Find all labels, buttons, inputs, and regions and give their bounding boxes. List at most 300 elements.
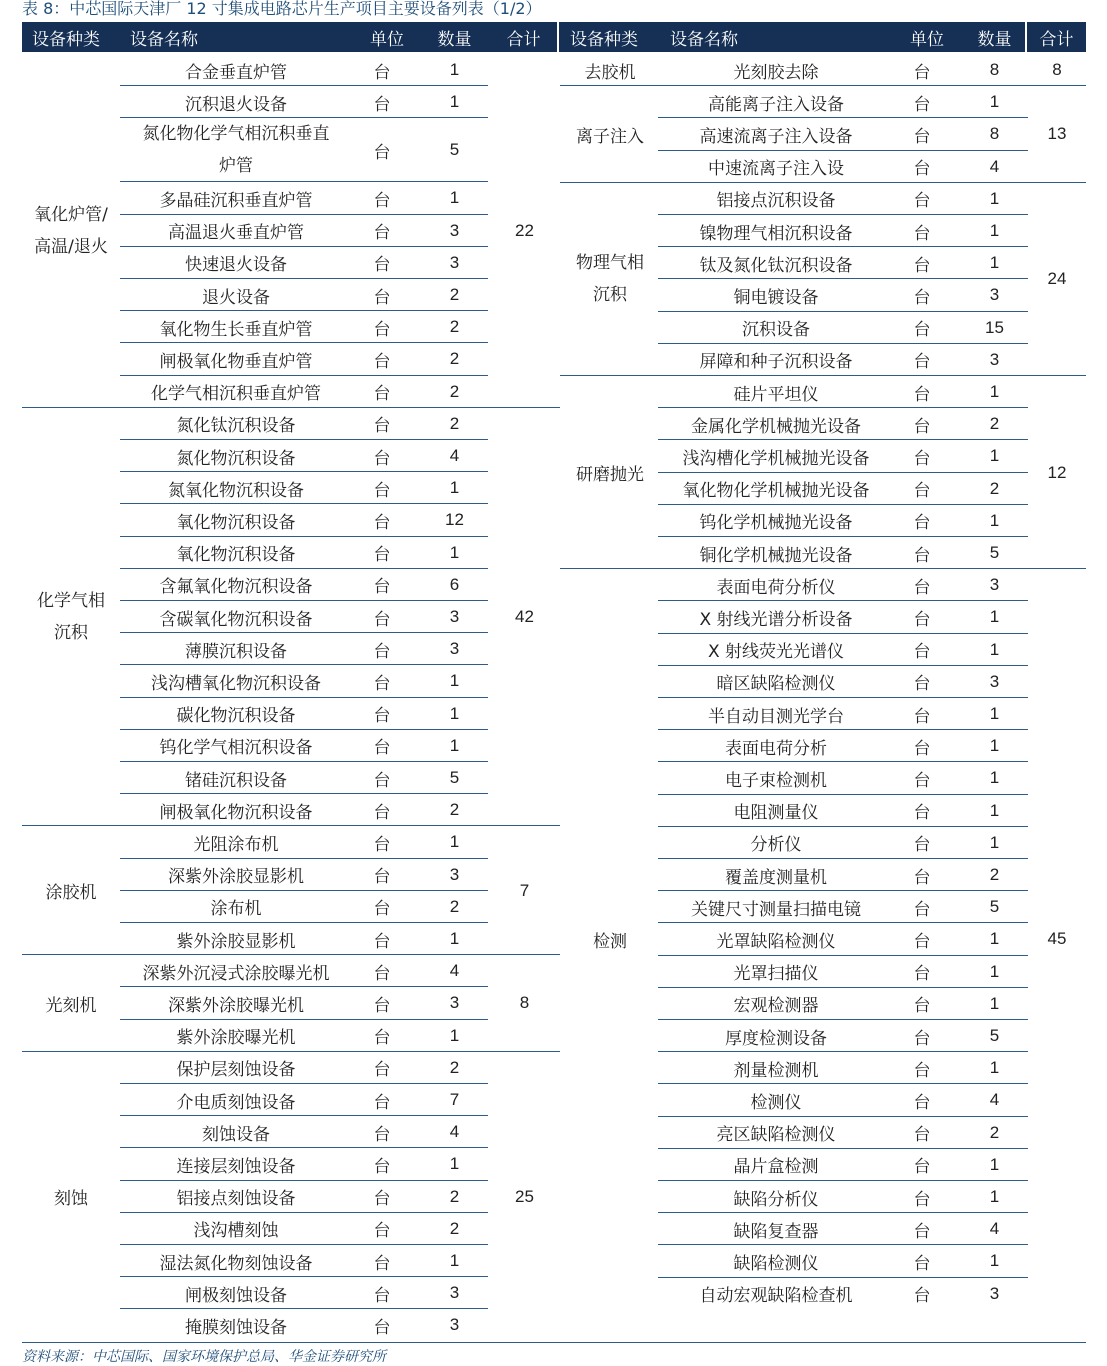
unit-cell	[352, 665, 412, 697]
quantity-cell	[962, 247, 1027, 279]
equipment-name-text: 光阻涂布机	[193, 834, 279, 855]
quantity-cell	[422, 247, 487, 279]
unit-cell	[892, 1149, 952, 1181]
unit-cell-text: 台	[373, 577, 391, 598]
quantity-cell	[962, 408, 1027, 440]
unit-cell-text: 台	[373, 223, 391, 244]
equipment-name-text: 钨化学气相沉积设备	[159, 738, 313, 759]
equipment-name-text: 湿法氮化物刻蚀设备	[159, 1253, 313, 1274]
total-cell	[492, 826, 557, 955]
equipment-name	[120, 1309, 352, 1341]
quantity-cell	[422, 698, 487, 730]
unit-cell-text: 台	[373, 62, 391, 83]
equipment-name-text: 电子束检测机	[725, 770, 827, 791]
unit-cell-text: 台	[373, 480, 391, 501]
quantity-cell	[962, 1020, 1027, 1052]
quantity-cell-text: 1	[989, 639, 1000, 659]
unit-cell-text: 台	[373, 706, 391, 727]
equipment-name-text: 紫外涂胶显影机	[176, 931, 296, 952]
equipment-name	[660, 666, 892, 698]
quantity-cell-text: 1	[989, 704, 1000, 724]
unit-cell-text: 台	[373, 1221, 391, 1242]
total-cell-text: 24	[1047, 269, 1067, 289]
unit-cell	[352, 794, 412, 826]
unit-cell-text: 台	[373, 1317, 391, 1338]
quantity-cell	[422, 54, 487, 86]
quantity-cell	[422, 987, 487, 1019]
equipment-name-text: 闸极刻蚀设备	[185, 1285, 287, 1306]
unit-cell	[352, 376, 412, 408]
unit-cell	[352, 1309, 412, 1341]
unit-cell	[352, 279, 412, 311]
equipment-name	[120, 794, 352, 826]
quantity-cell	[422, 955, 487, 987]
header-cell: 合计	[487, 22, 560, 52]
unit-cell-text: 台	[373, 1189, 391, 1210]
quantity-cell	[422, 762, 487, 794]
equipment-name	[120, 987, 352, 1019]
total-cell	[1028, 569, 1086, 1310]
equipment-name	[660, 1052, 892, 1084]
quantity-cell-text: 1	[449, 671, 460, 691]
equipment-name-text: 铜电镀设备	[733, 287, 819, 308]
unit-cell-text: 台	[373, 1124, 391, 1145]
equipment-name-text: 铝接点沉积设备	[716, 191, 836, 212]
equipment-name	[120, 215, 352, 247]
quantity-cell-text: 1	[449, 832, 460, 852]
unit-cell	[352, 247, 412, 279]
unit-cell-text: 台	[913, 481, 931, 502]
quantity-cell-text: 2	[989, 478, 1000, 498]
equipment-name-text: 含碳氧化物沉积设备	[159, 609, 313, 630]
unit-cell-text: 台	[373, 351, 391, 372]
unit-cell	[352, 504, 412, 536]
equipment-name-text: 硅片平坦仪	[733, 384, 819, 405]
category-cell	[560, 183, 660, 376]
equipment-name-text: 氧化物沉积设备	[176, 512, 296, 533]
quantity-cell	[962, 54, 1027, 86]
quantity-cell-text: 1	[989, 253, 1000, 273]
equipment-name	[660, 891, 892, 923]
category-cell	[22, 826, 120, 955]
unit-cell	[892, 537, 952, 569]
equipment-name-text: 亮区缺陷检测仪	[716, 1125, 836, 1146]
equipment-name-text: 退火设备	[202, 287, 270, 308]
quantity-cell	[962, 698, 1027, 730]
unit-cell	[892, 279, 952, 311]
unit-cell	[352, 730, 412, 762]
equipment-name	[120, 440, 352, 472]
unit-cell-text: 台	[373, 384, 391, 405]
equipment-name	[120, 118, 352, 182]
category-cell-text: 涂胶机	[45, 883, 97, 904]
equipment-name	[120, 1020, 352, 1052]
quantity-cell-text: 1	[989, 1187, 1000, 1207]
quantity-cell	[422, 1277, 487, 1309]
unit-cell-text: 台	[373, 931, 391, 952]
header-cell: 设备种类	[22, 22, 120, 52]
quantity-cell	[422, 826, 487, 858]
quantity-cell	[962, 537, 1027, 569]
quantity-cell-text: 1	[989, 800, 1000, 820]
unit-cell	[352, 182, 412, 214]
quantity-cell-text: 2	[449, 896, 460, 916]
equipment-name	[120, 665, 352, 697]
quantity-cell	[422, 1084, 487, 1116]
unit-cell	[892, 215, 952, 247]
equipment-name-text: 光刻胶去除	[733, 62, 819, 83]
unit-cell-text: 台	[913, 352, 931, 373]
quantity-cell	[962, 1052, 1027, 1084]
total-cell-text: 25	[515, 1186, 534, 1206]
total-cell-text: 42	[515, 607, 534, 627]
table-title: 表 8：中芯国际天津厂 12 寸集成电路芯片生产项目主要设备列表（1/2）	[22, 0, 542, 18]
equipment-name-text: 快速退火设备	[185, 255, 287, 276]
total-cell	[492, 955, 557, 1052]
quantity-cell-text: 4	[989, 1219, 1000, 1239]
unit-cell	[352, 891, 412, 923]
unit-cell-text: 台	[373, 834, 391, 855]
unit-cell-text: 台	[913, 738, 931, 759]
equipment-name-text: 缺陷复查器	[733, 1221, 819, 1242]
category-cell-text: 刻蚀	[54, 1189, 88, 1210]
unit-cell	[892, 795, 952, 827]
unit-cell	[352, 1116, 412, 1148]
equipment-name-text: 合金垂直炉管	[185, 62, 287, 83]
unit-cell-text: 台	[913, 1253, 931, 1274]
unit-cell	[352, 54, 412, 86]
equipment-name-text: 沉积设备	[742, 320, 810, 341]
quantity-cell-text: 1	[989, 1058, 1000, 1078]
equipment-name	[660, 440, 892, 472]
quantity-cell-text: 3	[449, 1283, 460, 1303]
quantity-cell-text: 3	[989, 671, 1000, 691]
quantity-cell-text: 5	[449, 140, 460, 160]
equipment-name-text: 掩膜刻蚀设备	[185, 1317, 287, 1338]
equipment-name-text: 钨化学机械抛光设备	[699, 513, 853, 534]
quantity-cell-text: 1	[449, 703, 460, 723]
equipment-name-text: 覆盖度测量机	[725, 867, 827, 888]
unit-cell	[892, 54, 952, 86]
equipment-name	[120, 1148, 352, 1180]
quantity-cell-text: 5	[449, 768, 460, 788]
unit-cell	[352, 859, 412, 891]
quantity-cell	[962, 956, 1027, 988]
quantity-cell	[422, 1020, 487, 1052]
equipment-name	[120, 408, 352, 440]
equipment-name-text: 介电质刻蚀设备	[176, 1092, 296, 1113]
quantity-cell	[422, 279, 487, 311]
category-cell-text: 离子注入	[576, 126, 644, 147]
equipment-name	[660, 923, 892, 955]
category-cell	[560, 54, 660, 86]
category-cell	[22, 54, 120, 408]
quantity-cell	[422, 311, 487, 343]
quantity-cell-text: 2	[989, 1122, 1000, 1142]
quantity-cell-text: 2	[449, 285, 460, 305]
category-cell-text: 氧化炉管/	[34, 204, 108, 225]
quantity-cell	[422, 376, 487, 408]
category-cell	[22, 408, 120, 827]
equipment-name-text: 氮化物沉积设备	[176, 448, 296, 469]
category-cell	[22, 1052, 120, 1342]
quantity-cell-text: 1	[989, 1154, 1000, 1174]
equipment-name-text: 屏障和种子沉积设备	[699, 352, 853, 373]
quantity-cell-text: 2	[449, 800, 460, 820]
category-cell-text: 沉积	[54, 623, 88, 644]
quantity-cell	[962, 1117, 1027, 1149]
unit-cell-text: 台	[373, 1285, 391, 1306]
unit-cell	[352, 440, 412, 472]
equipment-name	[660, 1117, 892, 1149]
quantity-cell-text: 1	[449, 542, 460, 562]
quantity-cell-text: 3	[989, 575, 1000, 595]
equipment-name-text: 浅沟槽刻蚀	[193, 1221, 279, 1242]
quantity-cell-text: 2	[449, 413, 460, 433]
unit-cell-text: 台	[373, 512, 391, 533]
quantity-cell-text: 15	[985, 317, 1004, 337]
equipment-name-text: 关键尺寸测量扫描电镜	[691, 899, 861, 920]
unit-cell	[352, 343, 412, 375]
quantity-cell	[962, 891, 1027, 923]
quantity-cell	[962, 118, 1027, 150]
quantity-cell-text: 1	[989, 961, 1000, 981]
quantity-cell-text: 3	[989, 285, 1000, 305]
quantity-cell-text: 2	[449, 1186, 460, 1206]
equipment-name	[120, 826, 352, 858]
unit-cell	[892, 988, 952, 1020]
quantity-cell-text: 3	[989, 349, 1000, 369]
quantity-cell-text: 7	[449, 1090, 460, 1110]
unit-cell-text: 台	[373, 448, 391, 469]
unit-cell-text: 台	[913, 1125, 931, 1146]
category-cell-text: 高温/退火	[34, 236, 108, 257]
quantity-cell-text: 1	[989, 607, 1000, 627]
equipment-name	[660, 247, 892, 279]
equipment-name	[660, 505, 892, 537]
equipment-name-text: 深紫外涂胶曝光机	[168, 995, 304, 1016]
quantity-cell	[962, 1181, 1027, 1213]
header-separator	[1025, 22, 1027, 52]
quantity-cell	[422, 665, 487, 697]
equipment-name	[660, 1278, 892, 1310]
equipment-name	[660, 730, 892, 762]
equipment-name-text: 金属化学机械抛光设备	[691, 416, 861, 437]
unit-cell-text: 台	[373, 802, 391, 823]
quantity-cell	[422, 504, 487, 536]
unit-cell-text: 台	[373, 770, 391, 791]
quantity-cell	[962, 279, 1027, 311]
quantity-cell-text: 3	[449, 864, 460, 884]
equipment-name-text: 涂布机	[210, 899, 262, 920]
unit-cell-text: 台	[913, 674, 931, 695]
unit-cell-text: 台	[913, 1189, 931, 1210]
equipment-name	[660, 1181, 892, 1213]
quantity-cell	[962, 795, 1027, 827]
unit-cell-text: 台	[913, 642, 931, 663]
unit-cell	[892, 666, 952, 698]
header-cell: 单位	[352, 22, 422, 52]
quantity-cell-text: 2	[449, 381, 460, 401]
unit-cell	[892, 312, 952, 344]
quantity-cell-text: 4	[449, 446, 460, 466]
unit-cell-text: 台	[913, 996, 931, 1017]
unit-cell	[352, 633, 412, 665]
quantity-cell	[422, 891, 487, 923]
unit-cell	[352, 1148, 412, 1180]
quantity-cell	[962, 762, 1027, 794]
quantity-cell	[422, 923, 487, 955]
equipment-name	[660, 569, 892, 601]
quantity-cell	[422, 601, 487, 633]
quantity-cell-text: 1	[989, 446, 1000, 466]
unit-cell	[352, 1277, 412, 1309]
quantity-cell-text: 1	[449, 735, 460, 755]
equipment-name	[660, 1245, 892, 1277]
equipment-name-text: 氧化物生长垂直炉管	[159, 319, 313, 340]
equipment-name	[120, 1084, 352, 1116]
unit-cell	[352, 923, 412, 955]
unit-cell-text: 台	[373, 1253, 391, 1274]
equipment-name-text: 检测仪	[750, 1092, 802, 1113]
quantity-cell	[422, 408, 487, 440]
unit-cell	[892, 762, 952, 794]
quantity-cell	[422, 1309, 487, 1341]
equipment-name-text: 表面电荷分析	[725, 738, 827, 759]
equipment-name	[660, 859, 892, 891]
category-cell-text: 物理气相	[576, 253, 644, 274]
equipment-name	[120, 569, 352, 601]
category-cell-text: 研磨抛光	[576, 465, 644, 486]
unit-cell-text: 台	[373, 641, 391, 662]
quantity-cell	[962, 1245, 1027, 1277]
quantity-cell-text: 2	[449, 1218, 460, 1238]
header-cell: 合计	[1027, 22, 1086, 52]
unit-cell-text: 台	[913, 287, 931, 308]
equipment-name	[120, 891, 352, 923]
equipment-name-text: 高速流离子注入设备	[699, 126, 853, 147]
unit-cell	[892, 408, 952, 440]
unit-cell-text: 台	[913, 835, 931, 856]
unit-cell-text: 台	[373, 609, 391, 630]
quantity-cell	[422, 730, 487, 762]
total-cell-text: 22	[515, 220, 534, 240]
quantity-cell-text: 1	[449, 929, 460, 949]
quantity-cell-text: 1	[989, 92, 1000, 112]
equipment-name-text: 表面电荷分析仪	[716, 577, 836, 598]
quantity-cell-text: 5	[989, 543, 1000, 563]
category-cell	[560, 376, 660, 569]
unit-cell-text: 台	[373, 255, 391, 276]
unit-cell-text: 台	[373, 319, 391, 340]
unit-cell	[352, 215, 412, 247]
quantity-cell-text: 5	[989, 1026, 1000, 1046]
equipment-name-text: 暗区缺陷检测仪	[716, 674, 836, 695]
equipment-name	[120, 1277, 352, 1309]
equipment-name	[120, 1052, 352, 1084]
equipment-table	[22, 22, 1086, 1340]
equipment-name-text: 闸极氧化物垂直炉管	[159, 351, 313, 372]
quantity-cell-text: 3	[449, 252, 460, 272]
total-cell	[1028, 54, 1086, 86]
quantity-cell-text: 1	[989, 768, 1000, 788]
header-cell: 设备名称	[660, 22, 892, 52]
total-cell	[1028, 183, 1086, 376]
equipment-name	[660, 956, 892, 988]
unit-cell-text: 台	[373, 995, 391, 1016]
unit-cell	[892, 505, 952, 537]
unit-cell-text: 台	[913, 513, 931, 534]
quantity-cell	[962, 86, 1027, 118]
unit-cell-text: 台	[373, 287, 391, 308]
total-cell	[492, 408, 557, 827]
unit-cell	[892, 1181, 952, 1213]
equipment-name	[120, 955, 352, 987]
header-separator	[557, 22, 559, 52]
quantity-cell	[422, 343, 487, 375]
equipment-name	[660, 215, 892, 247]
equipment-name	[660, 1020, 892, 1052]
quantity-cell	[962, 312, 1027, 344]
quantity-cell	[962, 183, 1027, 215]
unit-cell	[892, 827, 952, 859]
equipment-name	[660, 86, 892, 118]
unit-cell	[892, 118, 952, 150]
equipment-name	[660, 795, 892, 827]
quantity-cell-text: 1	[989, 736, 1000, 756]
unit-cell-text: 台	[913, 1092, 931, 1113]
unit-cell	[352, 408, 412, 440]
category-cell	[560, 86, 660, 183]
equipment-name-text: 高能离子注入设备	[708, 94, 844, 115]
equipment-name	[120, 311, 352, 343]
quantity-cell	[962, 1149, 1027, 1181]
unit-cell	[892, 151, 952, 183]
equipment-name	[120, 1213, 352, 1245]
unit-cell	[352, 955, 412, 987]
equipment-name-text: 剂量检测机	[733, 1060, 819, 1081]
unit-cell	[892, 1117, 952, 1149]
equipment-name-text: 化学气相沉积垂直炉管	[151, 384, 321, 405]
equipment-name-text: 分析仪	[750, 835, 802, 856]
quantity-cell	[422, 1245, 487, 1277]
unit-cell	[352, 601, 412, 633]
total-cell-text: 8	[1052, 60, 1062, 80]
quantity-cell	[962, 344, 1027, 376]
header-cell: 设备种类	[560, 22, 660, 52]
quantity-cell-text: 1	[989, 929, 1000, 949]
total-cell-text: 12	[1047, 462, 1067, 482]
equipment-name-text: 锗硅沉积设备	[185, 770, 287, 791]
unit-cell-text: 台	[913, 223, 931, 244]
equipment-name	[660, 698, 892, 730]
unit-cell	[892, 1084, 952, 1116]
row-divider	[22, 1342, 1086, 1343]
equipment-name	[660, 54, 892, 86]
unit-cell-text: 台	[373, 867, 391, 888]
quantity-cell	[962, 730, 1027, 762]
unit-cell-text: 台	[913, 448, 931, 469]
unit-cell	[892, 891, 952, 923]
equipment-name-text: 氮化钛沉积设备	[176, 416, 296, 437]
quantity-cell	[422, 86, 487, 118]
quantity-cell-text: 4	[449, 1122, 460, 1142]
equipment-name-text: 保护层刻蚀设备	[176, 1060, 296, 1081]
unit-cell-text: 台	[373, 190, 391, 211]
equipment-name-text: 晶片盒检测	[733, 1157, 819, 1178]
equipment-name	[660, 376, 892, 408]
quantity-cell-text: 2	[449, 1057, 460, 1077]
